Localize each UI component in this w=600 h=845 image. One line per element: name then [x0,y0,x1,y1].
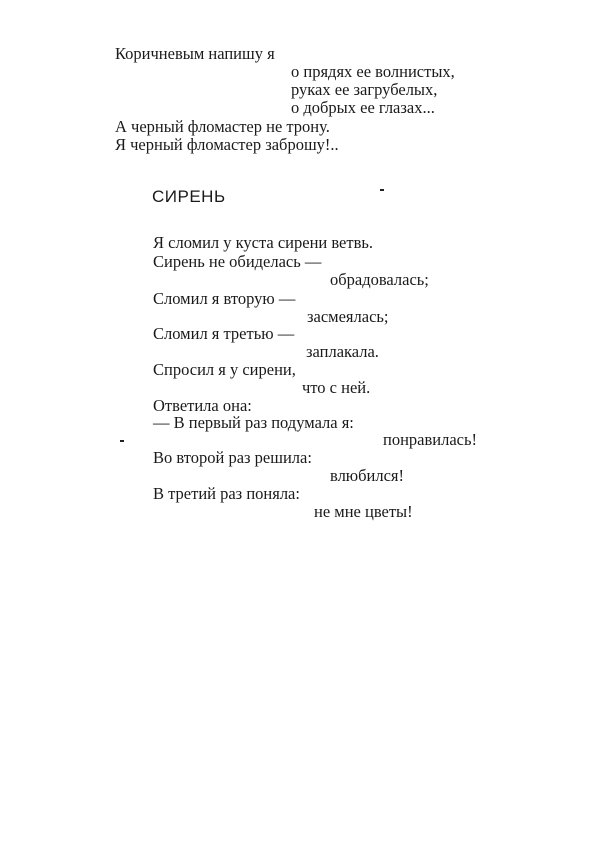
poem-line: засмеялась; [307,307,389,326]
poem-line: о добрых ее глазах... [291,98,435,117]
poem-title: СИРЕНЬ [152,187,226,206]
poem-line: руках ее загрубелых, [291,80,438,99]
poem-line: что с ней. [302,378,371,397]
poem-line: В третий раз поняла: [153,484,300,503]
poem-line: Ответила она: [153,396,252,415]
poem-line: А черный фломастер не трону. [115,117,330,136]
scan-speck [380,189,384,191]
poem-line: Во второй раз решила: [153,448,312,467]
poem-line: понравилась! [383,430,478,449]
scan-speck [120,440,124,442]
poem-line: Я черный фломастер заброшу!.. [115,135,339,154]
poem-line: о прядях ее волнистых, [291,62,455,81]
poem-line: влюбился! [330,466,405,485]
poem-line: — В первый раз подумала я: [153,413,354,432]
poem-line: заплакала. [306,342,379,361]
poem-line: Я сломил у куста сирени ветвь. [153,233,374,252]
poem-line: Спросил я у сирени, [153,360,296,379]
poem-line: Сломил я вторую — [153,289,296,308]
poem-line: не мне цветы! [314,502,413,521]
poem-line: Сирень не обиделась — [153,252,322,271]
poem-line: Сломил я третью — [153,324,295,343]
poem-line: обрадовалась; [330,270,429,289]
poem-line: Коричневым напишу я [115,44,275,63]
